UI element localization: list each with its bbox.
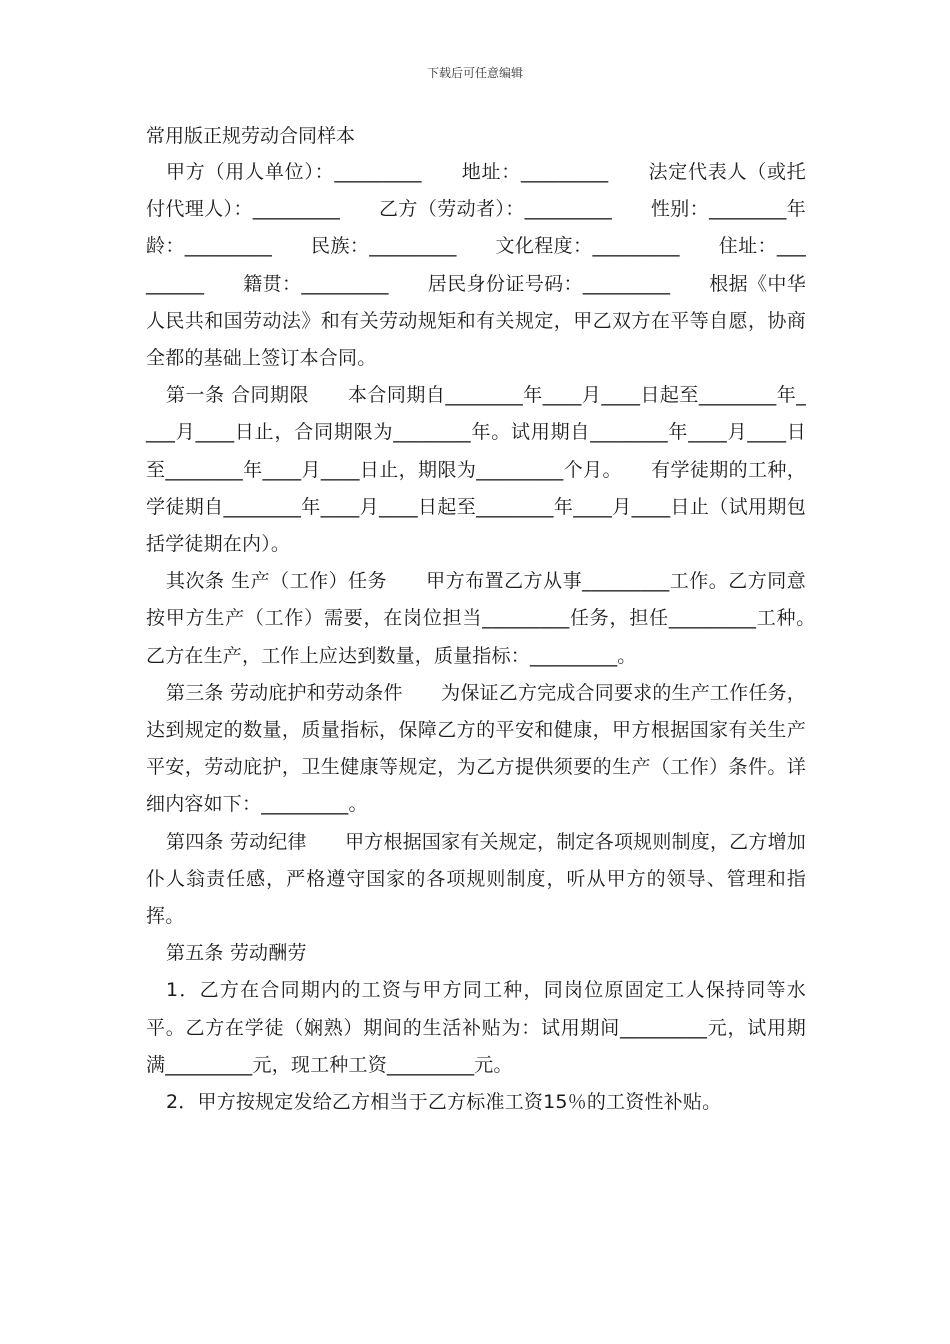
paragraph-article-5-item-1: 1．乙方在合同期内的工资与甲方同工种，同岗位原固定工人保持同等水平。乙方在学徒（娴熟）期间的生活补贴为：试用期间_________元，试用期满_________元，现工种工资_________元。	[146, 979, 806, 1076]
paragraph-article-4: 第四条 劳动纪律 甲方根据国家有关规定，制定各项规则制度，乙方增加仆人翁责任感，严格遵守国家的各项规则制度，听从甲方的领导、管理和指挥。	[146, 830, 806, 928]
document-body	[146, 154, 845, 1121]
paragraph-article-5-item-2: 2．甲方按规定发给乙方相当于乙方标准工资15％的工资性补贴。	[166, 1091, 722, 1114]
paragraph-article-2: 其次条 生产（工作）任务 甲方布置乙方从事_________工作。乙方同意按甲方生产（工作）需要，在岗位担当_________任务，担任_________工种。 乙方在生产，工作上应达到数量，质量指标：_________。	[146, 570, 845, 667]
document-title: 常用版正规劳动合同样本	[146, 125, 356, 147]
paragraph-article-1: 第一条 合同期限 本合同期自________年____月____日起至________年____月____日止，合同期限为________年。试用期自________年____月____日至________年____月____日止，期限为_________个月。 有学徒期的工种，学徒期自________年____月____日起至________年____月____日止（试用期包括学徒期在内）。	[146, 384, 806, 556]
page-header: 下载后可任意编辑	[426, 66, 523, 80]
paragraph-article-3: 第三条 劳动庇护和劳动条件 为保证乙方完成合同要求的生产工作任务，达到规定的数量，质量指标，保障乙方的平安和健康，甲方根据国家有关生产平安，劳动庇护，卫生健康等规定，为乙方提供须要的生产（工作）条件。详细内容如下：_________。	[146, 681, 806, 816]
paragraph-parties: 甲方（用人单位）：_________ 地址：_________ 法定代表人（或托付代理人）：_________ 乙方（劳动者）：_________ 性别：________年龄：_________ 民族：_________ 文化程度：_________ 住址：_________ 籍贯：_________ 居民身份证号码：_________ 根据《中华人民共和国劳动法》和有关劳动规矩和有关规定，甲乙双方在平等自愿，协商全都的基础上签订本合同。	[146, 161, 806, 370]
paragraph-article-5-heading: 第五条 劳动酬劳	[166, 942, 307, 965]
